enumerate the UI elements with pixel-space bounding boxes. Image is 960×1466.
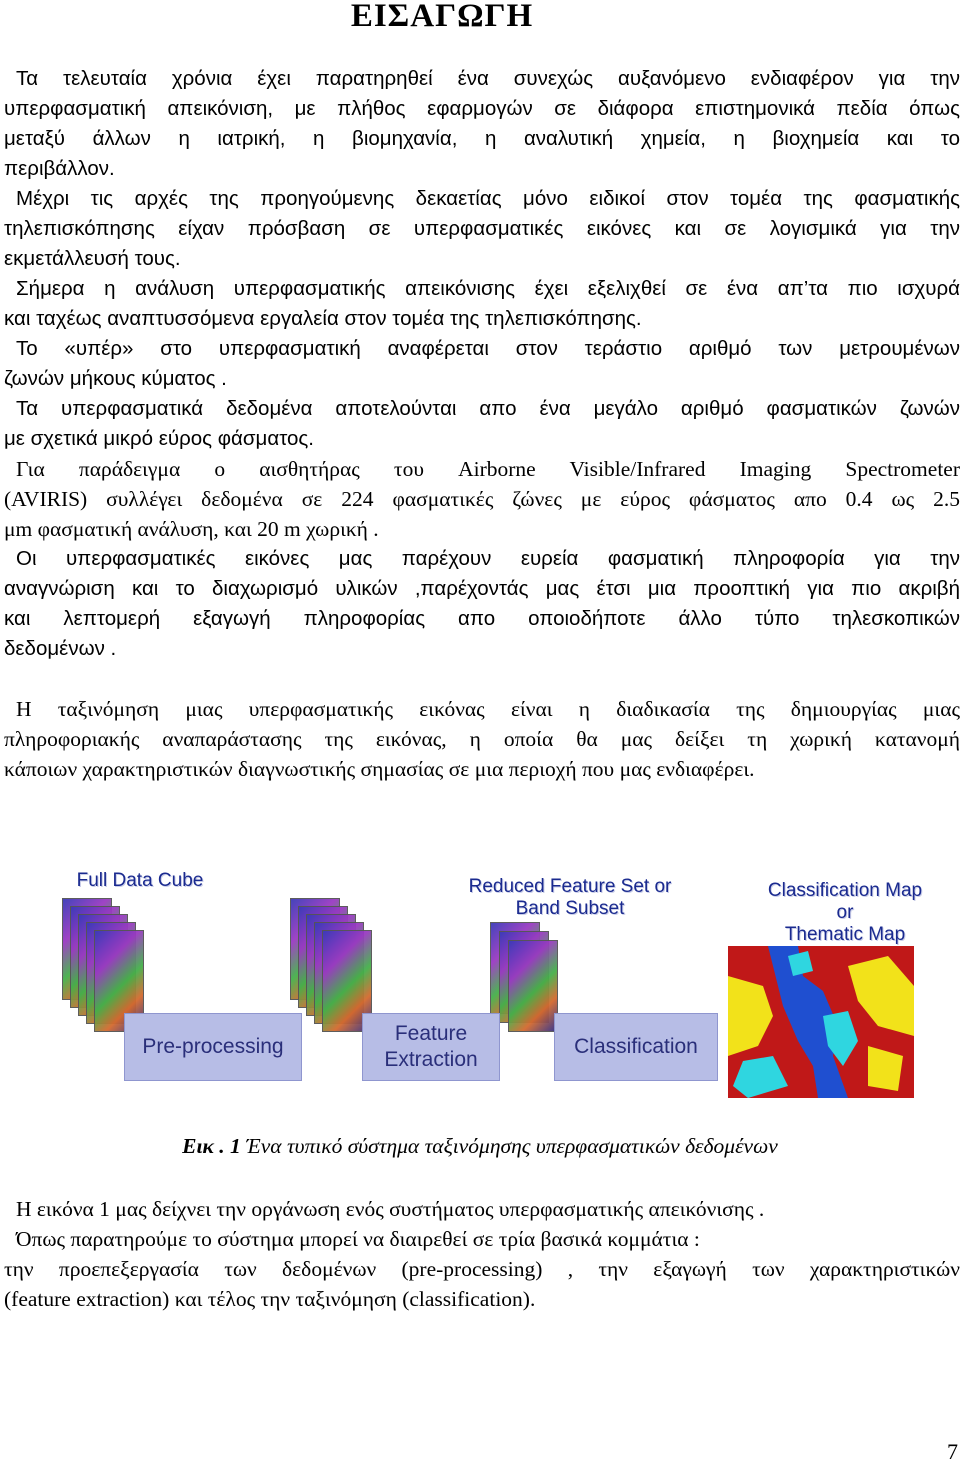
paragraph-6 <box>4 454 960 544</box>
paragraph-5 <box>4 394 960 454</box>
text-line: Για παράδειγμα ο αισθητήρας του Airborne Visible/Infrared Imaging Spectrometer <box>16 457 960 481</box>
text-line: με σχετικά μικρό εύρος φάσματος. <box>4 427 315 450</box>
reduced-feature-set-label: Reduced Feature Set or Band Subset <box>468 876 672 919</box>
paragraph-7 <box>4 544 960 664</box>
figure-caption-text: Ένα τυπικό σύστημα ταξινόμησης υπερφασματικών δεδομένων <box>246 1134 778 1158</box>
feature-extraction-step: Feature Extraction <box>362 1013 500 1081</box>
text-line: αναγνώριση και το διαχωρισμό υλικών ,παρέχοντάς μας έτσι μια προοπτική για πιο ακριβή <box>4 577 960 600</box>
intro-text <box>4 64 960 784</box>
text-line: Τα υπερφασματικά δεδομένα αποτελούνται απο ένα μεγάλο αριθμό φασματικών ζωνών <box>16 397 960 420</box>
page-title: ΕΙΣΑΓΩΓΗ <box>350 0 534 34</box>
figure-label: Εικ . 1 <box>182 1134 241 1158</box>
text-line: και ταχέως αναπτυσσόμενα εργαλεία στον τομέα της τηλεπισκόπησης. <box>4 307 642 330</box>
text-line: πληροφοριακής αναπαράστασης της εικόνας, η οποία θα μας δείξει τη χωρική κατανομή <box>4 727 960 751</box>
classification-map-label: Classification Map or Thematic Map <box>767 880 923 945</box>
classification-step: Classification <box>554 1013 718 1081</box>
text-line: εκμετάλλευσή τους. <box>4 247 181 270</box>
text-line: Οι υπερφασματικές εικόνες μας παρέχουν ευρεία φασματική πληροφορία για την <box>16 547 960 570</box>
paragraph-9 <box>4 1194 960 1314</box>
text-line: ζωνών μήκους κύματος . <box>4 367 227 390</box>
text-line: περιβάλλον. <box>4 157 115 180</box>
text-line: Σήμερα η ανάλυση υπερφασματικής απεικόνισης έχει εξελιχθεί σε ένα απ’τα πιο ισχυρά <box>16 277 960 300</box>
paragraph-2 <box>4 184 960 274</box>
paragraph-1 <box>4 64 960 184</box>
text-line: την προεπεξεργασία των δεδομένων (pre-processing) , την εξαγωγή των χαρακτηριστικών <box>4 1257 960 1281</box>
paragraph-8 <box>4 694 960 784</box>
text-line: και λεπτομερή εξαγωγή πληροφορίας απο οποιοδήποτε άλλο τύπο τηλεσκοπικών <box>4 607 960 630</box>
text-line: Μέχρι τις αρχές της προηγούμενης δεκαετίας μόνο ειδικοί στον τομέα της φασματικής <box>16 187 960 210</box>
text-line: υπερφασματική απεικόνιση, με πλήθος εφαρμογών σε διάφορα επιστημονικά πεδία όπως <box>4 97 960 120</box>
text-line: Η ταξινόμηση μιας υπερφασματικής εικόνας είναι η διαδικασία της δημιουργίας μιας <box>16 697 960 721</box>
text-line: Όπως παρατηρούμε το σύστημα μπορεί να διαιρεθεί σε τρία βασικά κομμάτια : <box>16 1227 700 1251</box>
text-line: δεδομένων . <box>4 637 117 660</box>
text-line: κάποιων χαρακτηριστικών διαγνωστικής σημασίας σε μια περιοχή που μας ενδιαφέρει. <box>4 757 755 781</box>
full-data-cube-label: Full Data Cube <box>76 870 204 891</box>
page-number: 7 <box>947 1439 958 1464</box>
preprocessing-step: Pre-processing <box>124 1013 302 1081</box>
text-line: μm φασματική ανάλυση, και 20 m χωρική . <box>4 517 379 541</box>
text-line: (AVIRIS) συλλέγει δεδομένα σε 224 φασματικές ζώνες με εύρος φάσματος απο 0.4 ως 2.5 <box>4 487 960 511</box>
paragraph-3 <box>4 274 960 334</box>
text-line: μεταξύ άλλων η ιατρική, η βιομηχανία, η αναλυτική χημεία, η βιοχημεία και το <box>4 127 960 150</box>
classification-pipeline-figure <box>40 858 940 1108</box>
paragraph-gap <box>4 664 960 694</box>
text-line: Τα τελευταία χρόνια έχει παρατηρηθεί ένα συνεχώς αυξανόμενο ενδιαφέρον για την <box>16 67 960 90</box>
text-line: Η εικόνα 1 μας δείχνει την οργάνωση ενός συστήματος υπερφασματικής απεικόνισης . <box>16 1197 765 1221</box>
figure-caption <box>0 1134 960 1159</box>
text-line: (feature extraction) και τέλος την ταξινόμηση (classification). <box>4 1287 536 1311</box>
after-figure-text <box>4 1194 960 1314</box>
text-line: Το «υπέρ» στο υπερφασματική αναφέρεται στον τεράστιο αριθμό των μετρουμένων <box>16 337 960 360</box>
text-line: τηλεπισκόπησης είχαν πρόσβαση σε υπερφασματικές εικόνες και σε λογισμικά για την <box>4 217 960 240</box>
paragraph-4 <box>4 334 960 394</box>
thematic-map-image <box>728 946 914 1098</box>
